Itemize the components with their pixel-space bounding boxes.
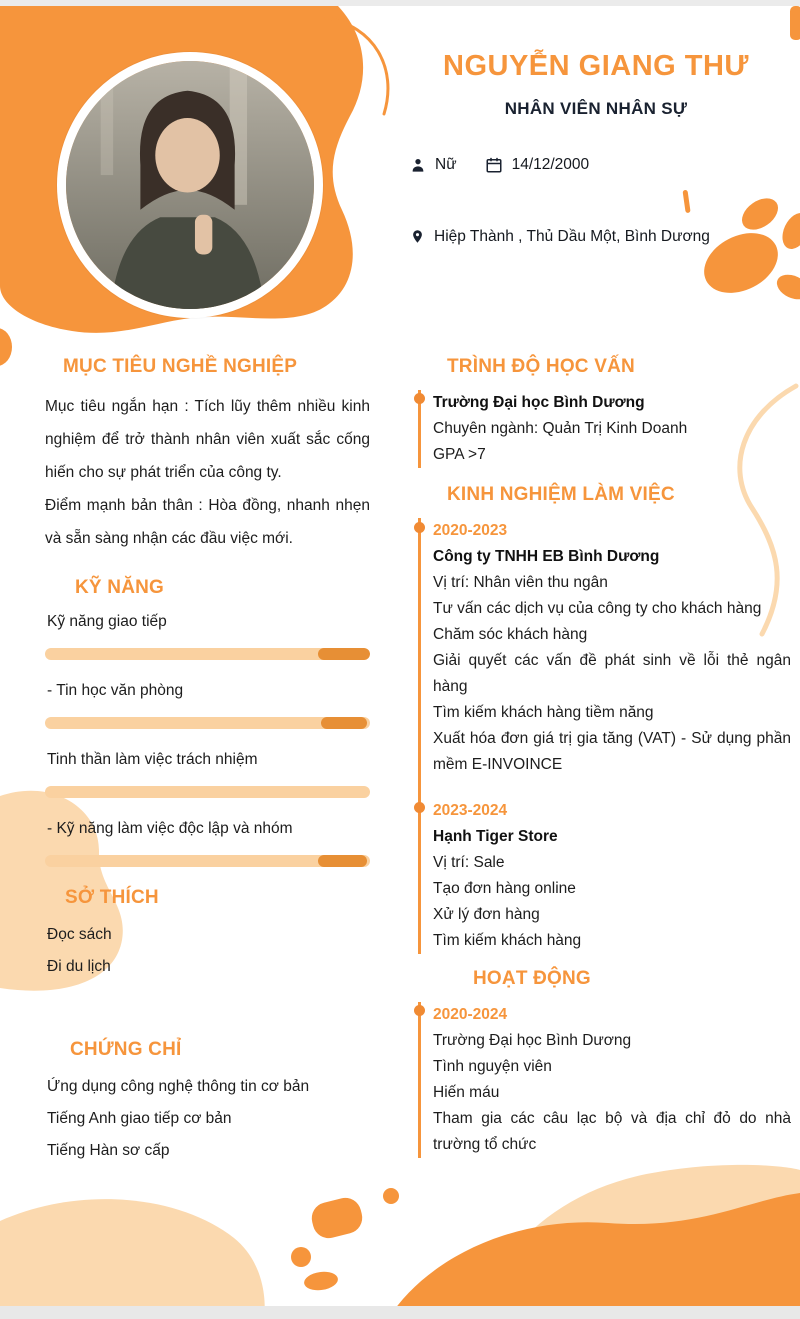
calendar-icon [485, 156, 503, 174]
candidate-job-title: NHÂN VIÊN NHÂN SỰ [504, 99, 688, 118]
skill-bar [45, 855, 370, 867]
objective-paragraph-2: Điểm mạnh bản thân : Hòa đồng, nhanh nhẹn và sẵn sàng nhận các đầu việc mới. [45, 497, 370, 547]
skill-bar [45, 786, 370, 798]
skill-item [45, 611, 370, 660]
job-company: Công ty TNHH EB Bình Dương [433, 548, 660, 565]
skill-bar [45, 717, 370, 729]
job-period: 2020-2023 [433, 522, 508, 539]
activity-item: Tình nguyện viên [433, 1058, 552, 1075]
objective-paragraph-1: Mục tiêu ngắn hạn : Tích lũy thêm nhiều kinh nghiệm để trở thành nhân viên xuất sắc cống hiến cho sự phát triển của công ty. [45, 398, 370, 481]
job-detail: Tư vấn các dịch vụ của công ty cho khách hàng [433, 600, 762, 617]
activities-timeline [418, 1002, 791, 1158]
skill-label: - Kỹ năng làm việc độc lập và nhóm [47, 820, 293, 837]
hobbies-list [45, 919, 370, 983]
timeline-dot [414, 1005, 425, 1016]
page-edge-top [0, 0, 800, 6]
job-detail: Vị trí: Nhân viên thu ngân [433, 574, 608, 591]
dob-item [485, 156, 590, 174]
cluster-dot-2 [383, 1188, 399, 1204]
job-detail: Xử lý đơn hàng [433, 906, 540, 923]
skill-item [45, 749, 370, 798]
section-heading-hobbies: SỞ THÍCH [65, 887, 159, 908]
job-detail: Vị trí: Sale [433, 854, 505, 871]
job-detail: Chăm sóc khách hàng [433, 626, 588, 643]
certificate-item: Tiếng Anh giao tiếp cơ bản [47, 1110, 232, 1127]
job-detail: Tìm kiếm khách hàng [433, 932, 582, 949]
skill-item [45, 680, 370, 729]
section-heading-activities: HOẠT ĐỘNG [473, 968, 591, 989]
person-icon [410, 157, 426, 173]
section-heading-experience: KINH NGHIỆM LÀM VIỆC [447, 484, 675, 505]
education-school: Trường Đại học Bình Dương [433, 394, 645, 411]
activity-item: Hiến máu [433, 1084, 500, 1101]
education-major: Chuyên ngành: Quản Trị Kinh Doanh [433, 420, 688, 437]
skill-label: Kỹ năng giao tiếp [47, 613, 167, 630]
certificate-item: Tiếng Hàn sơ cấp [47, 1142, 170, 1159]
cluster-dot-3 [303, 1270, 339, 1293]
hobby-item: Đi du lịch [47, 958, 111, 975]
timeline-dot [414, 393, 425, 404]
job-company: Hạnh Tiger Store [433, 828, 558, 845]
paw-petal-small-2 [777, 209, 800, 254]
skill-label: Tinh thần làm việc trách nhiệm [47, 751, 258, 768]
hobby-item: Đọc sách [47, 926, 112, 943]
section-heading-objective: MỤC TIÊU NGHỀ NGHIỆP [63, 356, 298, 377]
address-row [410, 227, 710, 246]
job-period: 2023-2024 [433, 802, 508, 819]
skill-item [45, 818, 370, 867]
candidate-name: NGUYỄN GIANG THƯ [443, 50, 749, 82]
section-heading-skills: KỸ NĂNG [75, 577, 165, 598]
skill-bar-fill [321, 717, 367, 729]
timeline-dot [414, 802, 425, 813]
personal-info-row [410, 156, 589, 174]
certificate-item: Ứng dụng công nghệ thông tin cơ bản [47, 1078, 310, 1095]
header-block [400, 50, 792, 119]
skills-list [45, 611, 370, 867]
certificates-list [45, 1071, 370, 1167]
corner-chip [790, 6, 800, 40]
experience-job-2 [433, 798, 791, 954]
paw-petal-small-1 [736, 192, 784, 236]
skill-bar-fill [318, 855, 367, 867]
page-edge-bottom [0, 1306, 800, 1319]
gender-item [410, 156, 457, 174]
skill-label: - Tin học văn phòng [47, 682, 184, 699]
education-timeline [418, 390, 791, 468]
job-detail: Tạo đơn hàng online [433, 880, 576, 897]
profile-photo [57, 52, 323, 318]
cluster-dot-1 [291, 1247, 311, 1267]
experience-job-1 [433, 518, 791, 778]
job-detail: Xuất hóa đơn giá trị gia tăng (VAT) - Sử dụng phần mềm E-INVOINCE [433, 730, 791, 773]
paw-petal-small-3 [773, 270, 800, 304]
objective-text [45, 390, 370, 555]
gender-value: Nữ [435, 156, 457, 173]
timeline-dot [414, 522, 425, 533]
blob-bottom-left [0, 1199, 265, 1319]
job-detail: Tìm kiếm khách hàng tiềm năng [433, 704, 654, 721]
address-value: Hiệp Thành , Thủ Dầu Một, Bình Dương [434, 227, 710, 245]
education-gpa: GPA >7 [433, 446, 486, 463]
dob-value: 14/12/2000 [511, 156, 590, 173]
cluster-blob [308, 1194, 365, 1241]
job-detail: Giải quyết các vấn đề phát sinh về lỗi thẻ ngân hàng [433, 652, 791, 695]
location-pin-icon [410, 227, 425, 246]
profile-photo-placeholder [66, 61, 314, 309]
left-edge-bump [0, 328, 12, 366]
section-heading-education: TRÌNH ĐỘ HỌC VẤN [447, 356, 635, 377]
activities-period: 2020-2024 [433, 1006, 508, 1023]
skill-bar-fill [318, 648, 370, 660]
section-heading-certificates: CHỨNG CHỈ [70, 1039, 182, 1060]
right-column [415, 356, 791, 1158]
left-column [45, 356, 370, 1167]
activity-item: Trường Đại học Bình Dương [433, 1032, 632, 1049]
experience-timeline [418, 518, 791, 954]
dash-shape [682, 190, 690, 213]
skill-bar [45, 648, 370, 660]
activity-item: Tham gia các câu lạc bộ và địa chỉ đỏ do nhà trường tổ chức [433, 1110, 791, 1153]
